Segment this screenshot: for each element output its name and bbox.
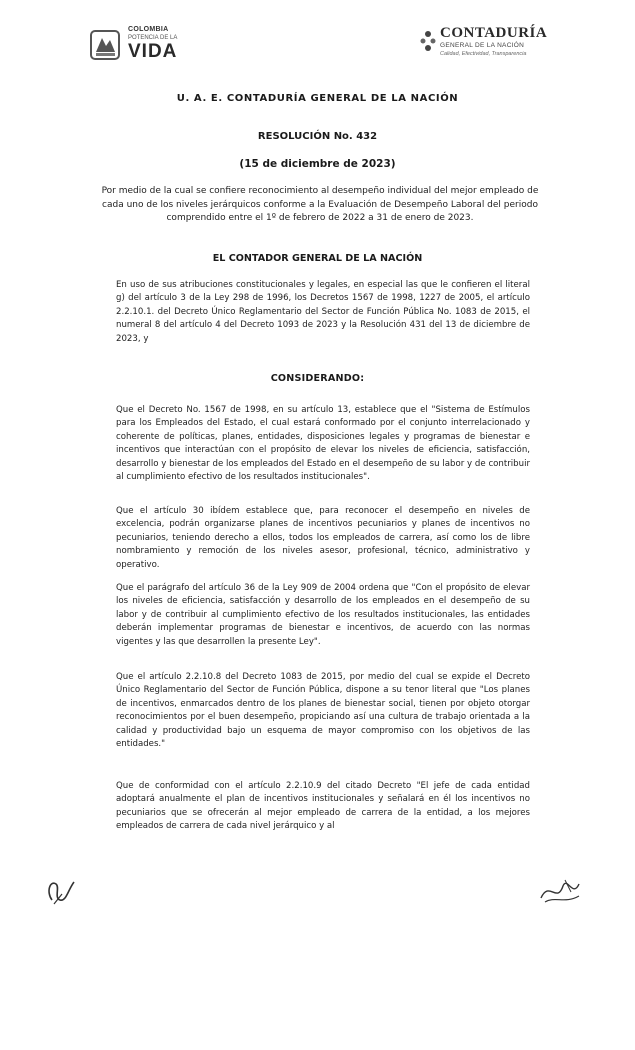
contaduria-logo	[418, 22, 558, 68]
colombia-flag-icon	[88, 28, 122, 62]
entity-title: U. A. E. CONTADURÍA GENERAL DE LA NACIÓN	[176, 93, 459, 104]
logo-right-line3: Calidad, Efectividad, Transparencia	[440, 50, 527, 57]
considering-paragraph-1: Que el Decreto No. 1567 de 1998, en su artículo 13, establece que el "Sistema de Estímulos para los Empleados del Estado, el cual estará conformado por el conjunto interrelacionado y coherente de políticas, planes, entidades, disposiciones legales y programas de bienestar e incentivos que interactúan con el propósito de elevar los niveles de eficiencia, satisfacción, desarrollo y bienestar de los empleados del Estado en el desempeño de su labor y de contribuir al cumplimiento efectivo de los resultados institucionales".	[116, 405, 530, 483]
authority-heading: EL CONTADOR GENERAL DE LA NACIÓN	[212, 253, 423, 264]
logo-right-line2: GENERAL DE LA NACIÓN	[440, 42, 525, 49]
resolution-subject: Por medio de la cual se confiere reconocimiento al desempeño individual del mejor empleado de cada uno de los niveles jerárquicos conforme a la Evaluación de Desempeño Laboral del periodo comprendido entre el 1º de febrero de 2022 a 31 de enero de 2023.	[101, 186, 539, 224]
considering-paragraph-3: Que el parágrafo del artículo 36 de la Ley 909 de 2004 ordena que "Con el propósito de elevar los niveles de eficiencia, satisfacción y desarrollo de los empleados en el desempeño de su labor y de contribuir al cumplimiento efectivo de los resultados institucionales, las entidades deberán implementar programas de bienestar e incentivos, de acuerdo con las normas vigentes y las que desarrollen la presente Ley".	[116, 583, 530, 647]
signature-rubric-icon	[535, 870, 585, 910]
logo-left-line1: COLOMBIA	[128, 26, 169, 33]
signature-initial-icon	[40, 870, 80, 910]
considering-heading: CONSIDERANDO:	[270, 373, 365, 384]
intro-paragraph: En uso de sus atribuciones constitucionales y legales, en especial las que le confieren el literal g) del artículo 3 de la Ley 298 de 1996, los Decretos 1567 de 1998, 1227 de 2005, el artículo 2.2.10.1. del Decreto Único Reglamentario del Sector de Función Pública No. 1083 de 2015, el numeral 8 del artículo 4 del Decreto 1093 de 2023 y la Resolución 431 del 13 de diciembre de 2023, y	[116, 280, 530, 344]
considering-paragraph-2: Que el artículo 30 ibídem establece que, para reconocer el desempeño en niveles de excelencia, podrán organizarse planes de incentivos pecuniarios y planes de incentivos no pecuniarios, teniendo derecho a ellos, todos los empleados de carrera, así como los de libre nombramiento y remoción de los niveles asesor, profesional, técnico, administrativo y operativo.	[116, 506, 530, 570]
logo-right-line1: CONTADURÍA	[440, 25, 548, 41]
resolution-date: (15 de diciembre de 2023)	[239, 158, 396, 170]
contaduria-emblem-icon	[418, 26, 438, 56]
considering-paragraph-4: Que el artículo 2.2.10.8 del Decreto 1083 de 2015, por medio del cual se expide el Decreto Único Reglamentario del Sector de Función Pública, dispone a su tenor literal que "Los planes de incentivos, enmarcados dentro de los planes de bienestar social, tienen por objeto otorgar reconocimientos por el buen desempeño, propiciando así una cultura de trabajo orientada a la calidad y productividad bajo un esquema de mayor compromiso con los objetivos de las entidades."	[116, 672, 530, 750]
resolution-number: RESOLUCIÓN No. 432	[257, 131, 378, 142]
colombia-potencia-logo	[88, 22, 208, 68]
logo-left-line3: VIDA	[128, 41, 178, 62]
logo-left-line2: POTENCIA DE LA	[128, 35, 178, 41]
considering-paragraph-5: Que de conformidad con el artículo 2.2.10.9 del citado Decreto "El jefe de cada entidad adoptará anualmente el plan de incentivos institucionales y señalará en él los incentivos no pecuniarios que se ofrecerán al mejor empleado de carrera de la entidad, a los mejores empleados de carrera de cada nivel jerárquico y al	[116, 781, 530, 832]
